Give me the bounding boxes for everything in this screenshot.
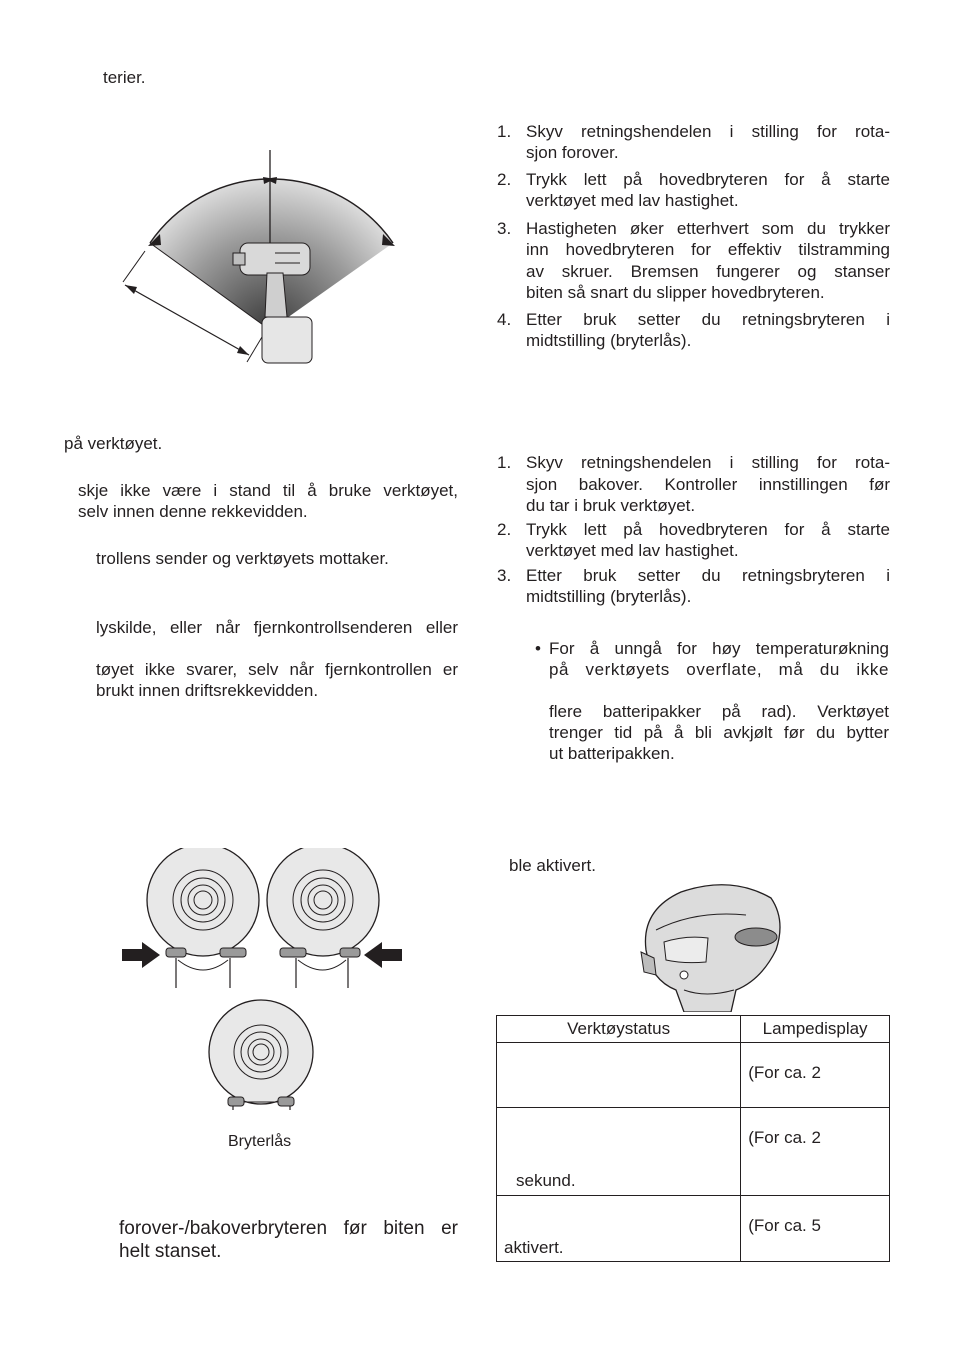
paragraph-3: lyskilde, eller når fjernkontrollsenderen eller — [96, 618, 458, 637]
paragraph-2: trollens sender og verktøyets mottaker. — [96, 549, 389, 568]
switch-forward-view — [122, 848, 259, 988]
list-item-line: Hastigheten øker etterhvert som du trykker — [526, 219, 890, 238]
list-item-line: Etter bruk setter du retningsbryteren i — [526, 566, 890, 585]
note-line-3: flere batteripakker på rad). Verktøyet — [549, 702, 889, 721]
table-header-row — [497, 1016, 890, 1043]
lamp-status-table — [496, 1015, 890, 1262]
list-item-line: Trykk lett på hovedbryteren for å starte — [526, 170, 890, 189]
list-item-line: av skruer. Bremsen fungerer og stanser — [526, 262, 890, 281]
table-row — [497, 1196, 890, 1262]
switch-reverse-view — [267, 848, 402, 988]
list-item-line: Skyv retningshendelen i stilling for rota- — [526, 453, 890, 472]
remote-range-illustration — [115, 145, 415, 370]
tool-lamp-illustration — [636, 880, 786, 1012]
table-cell-status — [497, 1043, 741, 1108]
paragraph-4-line-1: tøyet ikke svarer, selv når fjernkontrollen er — [96, 660, 458, 679]
list-item-line: Skyv retningshendelen i stilling for rota- — [526, 122, 890, 141]
list-item-number: 2. — [497, 170, 512, 189]
note-line-4: trenger tid på å bli avkjølt før du bytter — [549, 723, 889, 742]
list-item-number: 3. — [497, 566, 512, 585]
list-item-line: verktøyet med lav hastighet. — [526, 191, 739, 210]
note-bullet: • — [535, 639, 541, 658]
table-header-status: Verktøystatus — [497, 1016, 741, 1043]
direction-switch-illustration — [118, 848, 408, 1148]
table-cell-lamp: (For ca. 2 — [741, 1108, 890, 1196]
list-item-number: 1. — [497, 453, 512, 472]
bottom-warning-line-1: forover-/bakoverbryteren før biten er — [119, 1218, 458, 1239]
note-line-5: ut batteripakken. — [549, 744, 675, 763]
list-item-line: du tar i bruk verktøyet. — [526, 496, 696, 515]
table-cell-status: sekund. — [497, 1108, 741, 1196]
paragraph-1-line-1: skje ikke være i stand til å bruke verktøyet, — [78, 481, 458, 500]
table-cell-lamp: (For ca. 5 — [741, 1196, 890, 1262]
list-item-line: midtstilling (bryterlås). — [526, 587, 692, 606]
text-fragment-terier: terier. — [103, 68, 146, 87]
lamp-icon — [735, 928, 777, 946]
list-item-line: Etter bruk setter du retningsbryteren i — [526, 310, 890, 329]
paragraph-4-line-2: brukt innen driftsrekkevidden. — [96, 681, 319, 700]
list-item-line: sjon forover. — [526, 143, 619, 162]
arrow-left-icon — [364, 942, 402, 968]
list-item-number: 2. — [497, 520, 512, 539]
list-item-number: 3. — [497, 219, 512, 238]
text-fragment-verktoyet: på verktøyet. — [64, 434, 163, 453]
table-header-lamp: Lampedisplay — [741, 1016, 890, 1043]
table-cell-status: aktivert. — [497, 1196, 741, 1262]
list-item-line: biten så snart du slipper hovedbryteren. — [526, 283, 825, 302]
list-item-line: inn hovedbryteren for effektiv tilstramming — [526, 240, 890, 259]
list-item-line: Trykk lett på hovedbryteren for å starte — [526, 520, 890, 539]
list-item-line: sjon bakover. Kontroller innstillingen før — [526, 475, 890, 494]
list-item-line: midtstilling (bryterlås). — [526, 331, 692, 350]
text-fragment-aktivert: ble aktivert. — [509, 856, 596, 875]
table-row — [497, 1108, 890, 1196]
list-item-number: 4. — [497, 310, 512, 329]
list-item-line: verktøyet med lav hastighet. — [526, 541, 739, 560]
list-item-number: 1. — [497, 122, 512, 141]
table-cell-lamp: (For ca. 2 — [741, 1043, 890, 1108]
paragraph-1-line-2: selv innen denne rekkevidden. — [78, 502, 308, 521]
bottom-warning-line-2: helt stanset. — [119, 1241, 222, 1262]
switch-lock-view — [209, 1000, 313, 1110]
switch-lock-label: Bryterlås — [228, 1133, 292, 1150]
table-row — [497, 1043, 890, 1108]
note-line-2: på verktøyets overflate, må du ikke — [549, 660, 889, 679]
note-line-1: For å unngå for høy temperaturøkning — [549, 639, 889, 658]
arrow-right-icon — [122, 942, 160, 968]
